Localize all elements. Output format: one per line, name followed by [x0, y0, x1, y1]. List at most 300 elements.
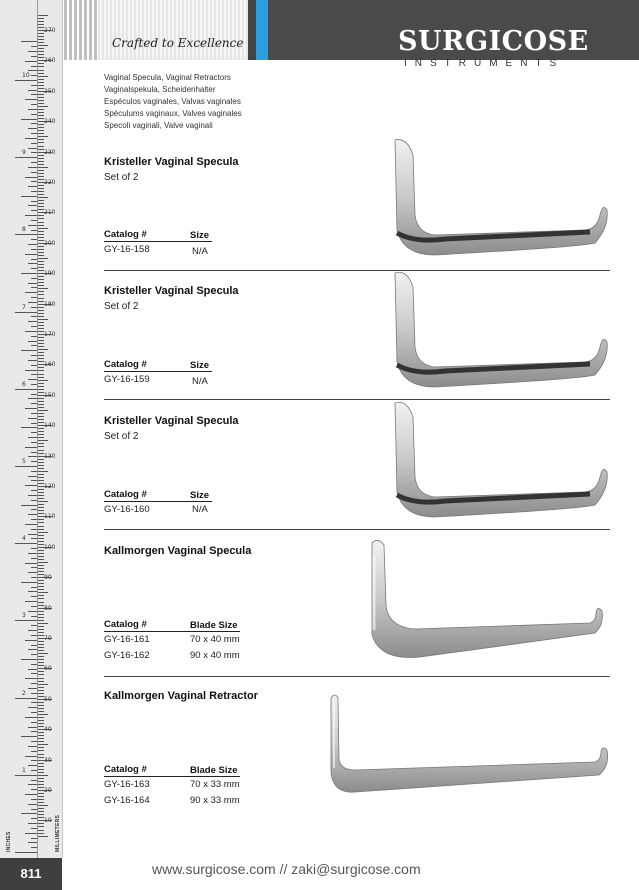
- ruler-tick: [38, 115, 44, 116]
- ruler-tick: [31, 278, 37, 279]
- ruler-tick: [28, 321, 37, 322]
- ruler-tick: [31, 664, 37, 665]
- ruler-tick: [38, 446, 44, 447]
- ruler-tick: [38, 662, 44, 663]
- ruler-mm-label: 150: [44, 391, 56, 399]
- ruler-tick: [38, 538, 44, 539]
- ruler-tick: [38, 249, 44, 250]
- ruler-tick: [38, 291, 44, 292]
- ruler-tick: [21, 350, 37, 351]
- ruler-tick: [31, 809, 37, 810]
- ruler-tick: [38, 164, 44, 165]
- ruler-tick: [38, 97, 44, 98]
- ruler-tick: [38, 231, 44, 232]
- ruler-tick: [38, 370, 44, 371]
- ruler-tick: [38, 136, 48, 137]
- ruler-tick: [38, 206, 44, 207]
- size-value: 70 x 40 mm: [190, 634, 240, 645]
- ruler-tick: [38, 602, 44, 603]
- ruler-tick: [25, 833, 37, 834]
- ruler-tick: [25, 563, 37, 564]
- ruler-tick: [15, 157, 37, 158]
- ruler-tick: [28, 148, 37, 149]
- ruler-tick: [38, 796, 44, 797]
- ruler-tick: [38, 173, 44, 174]
- ruler-tick: [21, 813, 37, 814]
- catalog-number: GY-16-158: [104, 244, 150, 255]
- ruler-mm-label: 110: [44, 513, 56, 521]
- ruler-tick: [38, 559, 44, 560]
- ruler-tick: [38, 407, 44, 408]
- ruler-tick: [38, 471, 48, 472]
- ruler-mm-label: 130: [44, 452, 56, 460]
- ruler-tick: [28, 90, 37, 91]
- ruler-tick: [31, 191, 37, 192]
- ruler-mm-label: 80: [44, 604, 52, 612]
- category-name: Vaginalspekula, Scheidenhalter: [104, 85, 216, 94]
- ruler-tick: [38, 167, 48, 168]
- ruler-tick: [38, 319, 48, 320]
- header-underline: [104, 631, 240, 632]
- ruler-inch-label: 4: [22, 535, 26, 543]
- ruler-tick: [38, 340, 44, 341]
- ruler-tick: [38, 310, 44, 311]
- ruler-tick: [38, 76, 48, 77]
- ruler-inch-label: 10: [22, 72, 30, 79]
- ruler-tick: [21, 659, 37, 660]
- ruler-mm-label: 240: [44, 118, 56, 126]
- ruler-tick: [38, 237, 44, 238]
- ruler-tick: [38, 775, 48, 776]
- ruler-tick: [31, 336, 37, 337]
- ruler-tick: [38, 526, 44, 527]
- ruler-tick: [31, 85, 37, 86]
- ruler-tick: [38, 744, 48, 745]
- ruler-tick: [38, 349, 48, 350]
- ruler-tick: [38, 282, 44, 283]
- ruler-tick: [28, 495, 37, 496]
- ruler-tick: [38, 374, 44, 375]
- ruler-mm-label: 90: [44, 574, 52, 582]
- ruler-tick: [28, 534, 37, 535]
- ruler-tick: [28, 379, 37, 380]
- ruler-tick: [21, 736, 37, 737]
- ruler-tick: [31, 374, 37, 375]
- ruler-tick: [38, 620, 44, 621]
- ruler-tick: [28, 765, 37, 766]
- header-accent: [256, 0, 268, 60]
- ruler-tick: [21, 196, 37, 197]
- footer-contact: www.surgicose.com // zaki@surgicose.com: [152, 861, 421, 877]
- ruler-tick: [38, 264, 44, 265]
- ruler-inch-label: 1: [22, 766, 26, 774]
- size-header: Blade Size: [190, 620, 238, 631]
- ruler-tick: [31, 104, 37, 105]
- ruler-tick: [28, 398, 37, 399]
- ruler-tick: [38, 708, 44, 709]
- ruler-tick: [38, 358, 44, 359]
- ruler-tick: [25, 756, 37, 757]
- ruler-tick: [31, 838, 37, 839]
- kristeller-specula-image: [385, 265, 615, 390]
- ruler-tick: [25, 331, 37, 332]
- ruler-inch-label: 6: [22, 380, 26, 388]
- ruler-mm-label: 250: [44, 87, 56, 95]
- ruler-tick: [38, 112, 44, 113]
- ruler-tick: [21, 505, 37, 506]
- ruler-tick: [38, 811, 44, 812]
- ruler-tick: [38, 595, 44, 596]
- ruler-tick: [38, 322, 44, 323]
- ruler-tick: [28, 167, 37, 168]
- ruler-tick: [38, 741, 44, 742]
- ruler-tick: [38, 553, 44, 554]
- ruler-tick: [38, 419, 44, 420]
- ruler-tick: [38, 325, 44, 326]
- product-subtitle: Set of 2: [104, 431, 139, 442]
- ruler-tick: [38, 781, 44, 782]
- catalog-header: Catalog #: [104, 619, 147, 630]
- ruler-tick: [38, 85, 44, 86]
- ruler-tick: [28, 263, 37, 264]
- ruler-tick: [38, 343, 44, 344]
- ruler-tick: [31, 403, 37, 404]
- ruler-tick: [28, 225, 37, 226]
- ruler-tick: [38, 158, 44, 159]
- ruler-tick: [28, 842, 37, 843]
- ruler-tick: [38, 693, 44, 694]
- ruler-tick: [38, 814, 44, 815]
- size-value: 70 x 33 mm: [190, 779, 240, 790]
- size-header: Blade Size: [190, 765, 238, 776]
- ruler-inch-label: 7: [22, 303, 26, 311]
- ruler-tick: [31, 616, 37, 617]
- ruler-tick: [31, 432, 37, 433]
- ruler-tick: [38, 146, 44, 147]
- catalog-header: Catalog #: [104, 764, 147, 775]
- ruler-tick: [38, 225, 44, 226]
- ruler-tick: [38, 267, 44, 268]
- ruler-mm-label: 270: [44, 27, 56, 34]
- measurement-ruler: [0, 0, 63, 858]
- ruler-tick: [28, 591, 37, 592]
- ruler-tick: [15, 620, 37, 621]
- ruler-tick: [21, 273, 37, 274]
- kallmorgen-retractor-image: [325, 690, 615, 800]
- ruler-tick: [25, 61, 37, 62]
- ruler-tick: [31, 287, 37, 288]
- ruler-tick: [31, 394, 37, 395]
- ruler-tick: [38, 465, 44, 466]
- ruler-tick: [28, 649, 37, 650]
- ruler-tick: [21, 119, 37, 120]
- ruler-tick: [38, 142, 44, 143]
- ruler-tick: [38, 772, 44, 773]
- ruler-tick: [31, 789, 37, 790]
- ruler-tick: [28, 707, 37, 708]
- ruler-tick: [28, 784, 37, 785]
- category-name: Spéculums vaginaux, Valves vaginales: [104, 109, 242, 118]
- ruler-tick: [38, 632, 44, 633]
- ruler-mm-label: 40: [44, 726, 52, 734]
- catalog-header: Catalog #: [104, 229, 147, 240]
- ruler-tick: [38, 799, 44, 800]
- section-divider: [104, 529, 610, 530]
- ruler-tick: [38, 836, 48, 837]
- ruler-tick: [21, 41, 37, 42]
- ruler-tick: [31, 56, 37, 57]
- ruler-tick: [31, 123, 37, 124]
- ruler-tick: [28, 514, 37, 515]
- ruler-tick: [38, 738, 44, 739]
- ruler-tick: [31, 770, 37, 771]
- ruler-tick: [25, 447, 37, 448]
- ruler-tick: [31, 548, 37, 549]
- ruler-tick: [31, 316, 37, 317]
- ruler-tick: [38, 15, 48, 16]
- ruler-tick: [38, 495, 44, 496]
- catalog-header: Catalog #: [104, 359, 147, 370]
- product-title: Kristeller Vaginal Specula: [104, 285, 239, 297]
- ruler-tick: [31, 461, 37, 462]
- ruler-tick: [31, 143, 37, 144]
- ruler-tick: [31, 702, 37, 703]
- ruler-tick: [38, 377, 44, 378]
- ruler-tick: [31, 345, 37, 346]
- category-name: Vaginal Specula, Vaginal Retractors: [104, 73, 231, 82]
- ruler-tick: [38, 650, 44, 651]
- ruler-tick: [38, 583, 44, 584]
- ruler-tick: [38, 127, 44, 128]
- ruler-tick: [28, 611, 37, 612]
- ruler-tick: [38, 434, 44, 435]
- ruler-tick: [25, 640, 37, 641]
- size-value: N/A: [192, 504, 208, 515]
- ruler-inch-label: 2: [22, 689, 26, 697]
- ruler-tick: [38, 228, 48, 229]
- ruler-tick: [38, 629, 44, 630]
- product-title: Kristeller Vaginal Specula: [104, 415, 239, 427]
- catalog-header: Catalog #: [104, 489, 147, 500]
- ruler-tick: [38, 480, 44, 481]
- ruler-tick: [28, 476, 37, 477]
- ruler-tick: [31, 673, 37, 674]
- ruler-tick: [38, 66, 44, 67]
- ruler-tick: [21, 582, 37, 583]
- ruler-tick: [38, 404, 44, 405]
- ruler-tick: [38, 522, 44, 523]
- ruler-tick: [38, 805, 48, 806]
- ruler-tick: [38, 705, 44, 706]
- ruler-tick: [38, 614, 44, 615]
- ruler-mm-label: 50: [44, 695, 52, 703]
- ruler-tick: [38, 176, 44, 177]
- ruler-tick: [31, 210, 37, 211]
- ruler-tick: [28, 244, 37, 245]
- ruler-tick: [38, 328, 44, 329]
- page-number: 811: [0, 858, 62, 890]
- ruler-tick: [31, 162, 37, 163]
- ruler-tick: [31, 423, 37, 424]
- ruler-tick: [25, 794, 37, 795]
- ruler-tick: [25, 254, 37, 255]
- ruler-tick: [31, 94, 37, 95]
- ruler-tick: [38, 450, 44, 451]
- ruler-tick: [38, 346, 44, 347]
- ruler-tick: [38, 389, 44, 390]
- ruler-tick: [31, 249, 37, 250]
- ruler-tick: [38, 203, 44, 204]
- ruler-mm-label: 30: [44, 756, 52, 764]
- size-header: Size: [190, 490, 210, 501]
- product-title: Kallmorgen Vaginal Specula: [104, 545, 252, 557]
- ruler-tick: [15, 543, 37, 544]
- ruler-tick: [38, 778, 44, 779]
- ruler-tick: [25, 138, 37, 139]
- ruler-tick: [28, 727, 37, 728]
- ruler-tick: [38, 501, 48, 502]
- ruler-tick: [31, 596, 37, 597]
- ruler-tick: [38, 258, 48, 259]
- product-title: Kristeller Vaginal Specula: [104, 156, 239, 168]
- ruler-tick: [38, 644, 44, 645]
- ruler-tick: [38, 754, 44, 755]
- ruler-tick: [38, 784, 44, 785]
- category-names: [104, 72, 242, 132]
- ruler-tick: [38, 589, 44, 590]
- ruler-tick: [38, 48, 44, 49]
- header-underline: [104, 501, 212, 502]
- ruler-inch-label: 8: [22, 226, 26, 234]
- ruler-tick: [31, 114, 37, 115]
- catalog-number: GY-16-163: [104, 779, 150, 790]
- ruler-tick: [31, 538, 37, 539]
- ruler-tick: [28, 283, 37, 284]
- ruler-unit-inches: INCHES: [6, 831, 12, 852]
- product-subtitle: Set of 2: [104, 301, 139, 312]
- ruler-tick: [31, 172, 37, 173]
- ruler-tick: [31, 413, 37, 414]
- ruler-tick: [31, 326, 37, 327]
- ruler-tick: [38, 598, 44, 599]
- ruler-tick: [25, 215, 37, 216]
- ruler-tick: [38, 532, 48, 533]
- ruler-tick: [25, 678, 37, 679]
- ruler-tick: [38, 468, 44, 469]
- ruler-tick: [28, 688, 37, 689]
- catalog-number: GY-16-161: [104, 634, 150, 645]
- ruler-tick: [38, 194, 44, 195]
- product-title: Kallmorgen Vaginal Retractor: [104, 690, 259, 702]
- ruler-tick: [38, 462, 44, 463]
- ruler-tick: [25, 408, 37, 409]
- ruler-tick: [25, 717, 37, 718]
- ruler-tick: [28, 360, 37, 361]
- ruler-tick: [31, 731, 37, 732]
- ruler-unit-mm: MILLIMETERS: [55, 814, 61, 852]
- ruler-tick: [38, 279, 44, 280]
- ruler-tick: [38, 139, 44, 140]
- ruler-tick: [38, 54, 44, 55]
- ruler-tick: [15, 234, 37, 235]
- ruler-tick: [31, 741, 37, 742]
- ruler-tick: [38, 234, 44, 235]
- ruler-inch-label: 9: [22, 149, 26, 157]
- ruler-tick: [38, 383, 44, 384]
- ruler-tick: [31, 567, 37, 568]
- ruler-tick: [38, 541, 44, 542]
- ruler-tick: [38, 833, 44, 834]
- ruler-tick: [31, 471, 37, 472]
- ruler-tick: [31, 133, 37, 134]
- ruler-inch-label: 3: [22, 612, 26, 620]
- catalog-number: GY-16-162: [104, 650, 150, 661]
- ruler-tick: [38, 507, 44, 508]
- ruler-tick: [38, 808, 44, 809]
- ruler-tick: [28, 669, 37, 670]
- ruler-tick: [38, 623, 48, 624]
- ruler-tick: [15, 312, 37, 313]
- ruler-mm-label: 230: [44, 148, 56, 156]
- ruler-tick: [38, 656, 44, 657]
- ruler-tick: [38, 18, 44, 19]
- ruler-tick: [31, 490, 37, 491]
- tagline-box: [98, 0, 248, 60]
- header-underline: [104, 776, 240, 777]
- ruler-tick: [38, 130, 44, 131]
- catalog-number: GY-16-159: [104, 374, 150, 385]
- ruler-tick: [15, 698, 37, 699]
- ruler-tick: [38, 70, 44, 71]
- ruler-tick: [15, 80, 37, 81]
- ruler-tick: [31, 230, 37, 231]
- ruler-tick: [38, 191, 44, 192]
- ruler-tick: [28, 823, 37, 824]
- ruler-tick: [38, 261, 44, 262]
- ruler-tick: [28, 804, 37, 805]
- size-value: N/A: [192, 246, 208, 257]
- ruler-tick: [38, 109, 44, 110]
- ruler-tick: [25, 485, 37, 486]
- ruler-tick: [31, 577, 37, 578]
- ruler-tick: [31, 152, 37, 153]
- ruler-tick: [28, 302, 37, 303]
- ruler-tick: [38, 687, 44, 688]
- ruler-tick: [28, 437, 37, 438]
- ruler-tick: [25, 601, 37, 602]
- ruler-mm-label: 60: [44, 665, 52, 673]
- ruler-tick: [38, 431, 44, 432]
- catalog-number: GY-16-160: [104, 504, 150, 515]
- ruler-tick: [38, 386, 44, 387]
- ruler-mm-label: 100: [44, 543, 56, 551]
- ruler-tick: [38, 684, 48, 685]
- ruler-tick: [38, 674, 44, 675]
- ruler-tick: [31, 201, 37, 202]
- ruler-tick: [38, 170, 44, 171]
- ruler-tick: [28, 109, 37, 110]
- ruler-tick: [31, 519, 37, 520]
- ruler-tick: [31, 384, 37, 385]
- ruler-tick: [38, 255, 44, 256]
- ruler-tick: [31, 635, 37, 636]
- ruler-tick: [38, 197, 48, 198]
- ruler-tick: [38, 711, 44, 712]
- ruler-tick: [28, 572, 37, 573]
- ruler-tick: [38, 678, 44, 679]
- header-stripes: [64, 0, 98, 60]
- ruler-tick: [31, 480, 37, 481]
